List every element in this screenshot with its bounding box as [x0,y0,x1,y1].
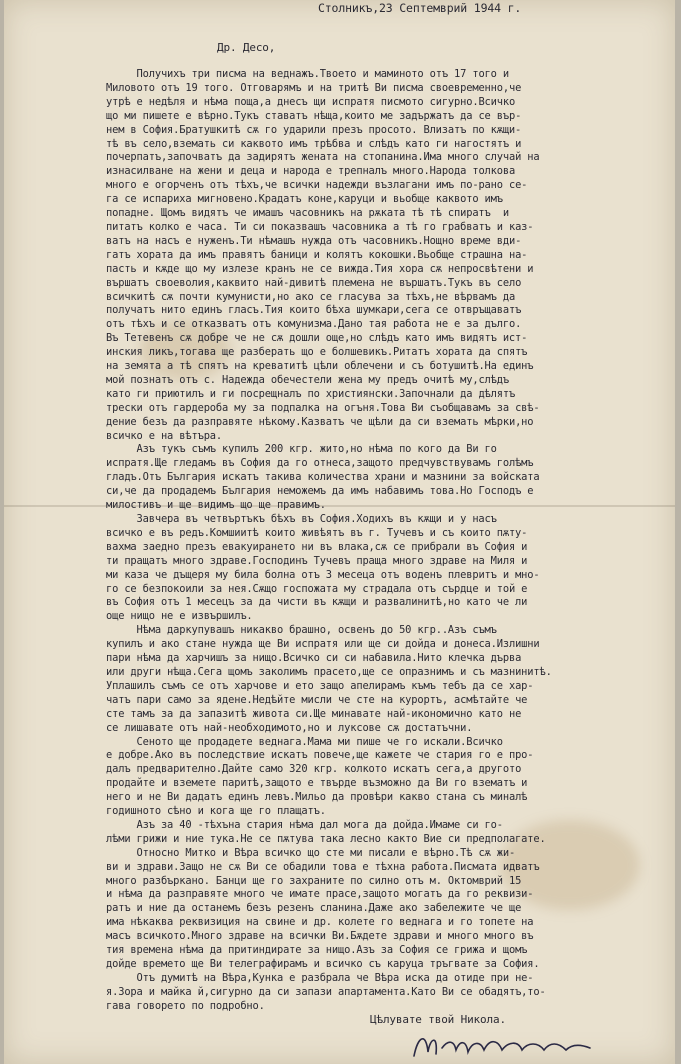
letter-line: на земята а тѣ спятъ на креватитѣ цѣли облечени и съ ботушитѣ.На единъ [106,360,534,373]
letter-line: се лишавате отъ най-необходимото,но и луксове сѫ достатъчни. [106,721,473,734]
letter-line: Уплашилъ съмъ се отъ харчове и ето защо апелирамъ къмъ тебъ да се хар- [106,679,534,692]
letter-line: ватъ на насъ е нуженъ.Ти нѣмашъ нужда отъ часовникъ.Нощно време вди- [106,234,522,247]
letter-line: като ги приютилъ и ги посрещналъ по християнски.Започнали да дѣлятъ [106,387,516,400]
letter-line: Азъ за 40 -тѣхъна стария нѣма дал мога да дойда.Имаме си го- [106,818,503,831]
letter-line: нем в София.Братушкитѣ сѫ го ударили презъ просото. Влизатъ по кѫщи- [106,123,522,136]
letter-line: си,че да продадемъ България неможемъ да имъ набавимъ това.Но Господъ е [106,485,534,498]
letter-line: пасть и кѫде що му излезе кранъ не се вижда.Тия хора сѫ непросвѣтени и [106,262,534,275]
letter-line: има нѣкаква реквизиция на свине и др. колете го веднага и го топете на [106,916,534,929]
letter-line: гава говорето по подробно. [106,999,265,1012]
letter-line: ви и здрави.Защо не сѫ Ви се обадили това е тѣхна работа.Писмата идватъ [106,860,540,873]
letter-line: милостивъ и ще видимъ що ще правимъ. [106,499,326,512]
letter-line: гладъ.Отъ България искатъ такива количества храни и мазнини за войската [106,471,540,484]
letter-line: отъ тѣхъ и се отказватъ отъ комунизма.Дано тая работа не е за дълго. [106,318,522,331]
letter-line: Получихъ три писма на веднажъ.Твоето и маминото отъ 17 того и [106,68,509,80]
letter-line: масъ всичкото.Много здраве на всички Ви.Бѫдете здрави и много много въ [106,930,534,943]
letter-line: Азъ тукъ съмъ купилъ 200 кгр. жито,но нѣма по кого да Ви го [106,443,497,456]
letter-line: купилъ и ако стане нужда ще Ви испратя или ще си дойда и донеса.Излишни [106,638,540,651]
letter-line: годишното сѣно и кога ще го плащатъ. [106,805,326,818]
letter-line: тия времена нѣма да притиндирате за нищо.Азъ за София се грижа и щомъ [106,944,528,957]
letter-line: ти пращатъ много здраве.Господинъ Тучевъ праща много здраве на Миля и [106,554,528,567]
letter-line: дойде времето ще Ви телеграфирамъ и всичко съ каруца тръгвате за София. [106,958,540,970]
letter-date: Столникъ,23 Септемврий 1944 г. [318,1,522,15]
letter-line: всичко е въ редъ.Комшиитѣ които живѣятъ въ г. Тучевъ и съ които пѫту- [106,526,528,539]
letter-line: питатъ колко е часа. Ти си показвашъ часовника а тѣ го грабватъ и каз- [106,220,534,233]
letter-line: въ София отъ 1 месецъ за да чисти въ кѫщи и развалинитѣ,но като че ли [106,596,528,609]
letter-line: него и не Ви дадатъ единъ левъ.Мильо да провѣри какво стана съ миналѣ [106,791,528,804]
letter-line: Отъ думитѣ на Вѣра,Кунка е разбрала че Вѣра иска да отиде при не- [106,971,534,984]
letter-line: почерпатъ,започватъ да задирятъ жената на стопанина.Има много случай на [106,151,540,164]
letter-line: ратъ и ние да останемъ безъ резенъ сланина.Даже ако забележите че ще [106,902,522,915]
letter-line: продайте и вземете паритѣ,защото е твърде възможно да Ви го взематъ и [106,777,528,790]
letter-line: пари нѣма да харчишъ за нищо.Всичко си си набавила.Нито клечка дърва [106,652,522,665]
letter-line: испратя.Ще гледамъ въ София да го отнеса,защото предчувствувамъ голѣмъ [106,457,534,470]
letter-body [106,68,672,1014]
letter-line: всичко е на вѣтъра. [106,429,223,442]
letter-line: дение безъ да разправяте нѣкому.Казватъ че щѣли да си вземать мѣрки,но [106,415,534,428]
letter-line: лѣми грижи и ние тука.Не се пѫтува така лесно както Вие си предполагате. [106,832,546,845]
handwritten-signature [408,1028,598,1062]
letter-line: що ми пишете е вѣрно.Тукъ ставатъ нѣща,които ме задържатъ да се вър- [106,109,522,122]
letter-line: и нѣма да разправяте много че имате прасе,защото могатъ да го реквизи- [106,888,534,901]
letter-line: я.Зора и майка й,сигурно да си запази апартамента.Като Ви се обадятъ,то- [106,985,546,998]
letter-line: изнасилване на жени и деца и народа е трепналъ много.Народа толкова [106,165,516,178]
letter-line: Сеното ще продадете веднага.Мама ми пише че го искали.Всичко [106,735,503,748]
letter-line: Въ Тетевенъ сѫ добре че не сѫ дошли още,но слѣдъ като имъ видятъ ист- [106,332,528,345]
letter-line: е добре.Ако въ последствие искатъ повече,ще кажете че стария го е про- [106,749,534,762]
letter-line: или други нѣща.Сега щомъ заколимъ прасето,ще се опразнимъ и съ мазнинитѣ. [106,665,552,678]
letter-line: чатъ пари само за ядене.Недѣйте мисли че сте на курортъ, асмѣтайте че [106,693,528,706]
letter-line: вахма заедно презъ евакуирането ни въ влака,сѫ се прибрали въ София и [106,540,528,553]
letter-line: га се испариха мигновено.Крадатъ коне,каруци и вьобще каквото имъ [106,193,503,206]
letter-line: Миловото отъ 19 того. Отговарямъ и на тритѣ Ви писма своевременно,че [106,81,522,94]
letter-line: Нѣма даркупувашъ никакво брашно, освенъ до 50 кгр..Азъ съмъ [106,624,497,637]
letter-line: сте тамъ за да запазитѣ живота си.Ще минавате най-икономично като не [106,707,522,720]
letter-line: Завчера въ четвъртъкъ бѣхъ въ София.Ходихъ въ кѫщи и у насъ [106,513,497,525]
letter-line: тѣ въ село,вземать си каквото имъ трѣбва и слѣдъ като ги нагостятъ и [106,137,522,150]
letter-line: всичкитѣ сѫ почти кумунисти,но ако се гласува за тѣхъ,не вѣрвамъ да [106,290,516,303]
letter-line: далъ предварително.Дайте само 320 кгр. колкото искатъ сега,а другото [106,763,522,776]
letter-line: много е огорченъ отъ тѣхъ,че всички надежди възлагани имъ по-рано се- [106,179,528,192]
letter-line: ми каза че дъщеря му била болна отъ 3 месеца отъ воденъ плевритъ и мно- [106,568,540,581]
letter-line: Относно Митко и Вѣра всичко що сте ми писали е вѣрно.Тѣ сѫ жи- [106,846,516,859]
letter-line: трески отъ гардероба му за подпалка на огъня.Това Ви съобщавамъ за свѣ- [106,401,540,414]
letter-line: мой познатъ отъ с. Надежда обечестели жена му предъ очитѣ му,слѣдъ [106,373,509,386]
letter-line: още нищо не е извършилъ. [106,610,253,623]
letter-line: много разбъркано. Банци ще го захраните по силно отъ м. Октомврий 15 [106,874,522,887]
letter-line: вършатъ своеволия,каквито най-дивитѣ племена не вършатъ.Тукъ въ село [106,276,522,289]
letter-closing: Цѣлувате твой Никола. [370,1013,506,1026]
letter-line: гатъ хората да имъ правятъ баници и колятъ кокошки.Вьобще страшна на- [106,248,528,261]
letter-line: утрѣ е недѣля и нѣма поща,а днесъ щи испратя писмото сигурно.Всичко [106,95,516,108]
letter-line: го се безпокоили за нея.Сѫщо госпожата му страдала отъ сърдце и той е [106,582,528,595]
letter-line: инския ликъ,тогава ще разберать що е болшевикъ.Ритатъ хората да спятъ [106,346,528,359]
letter-line: попадне. Щомъ видятъ че имашъ часовникъ на рѫката тѣ тѣ спиратъ и [106,207,509,220]
letter-line: получатъ нито единъ гласъ.Тия които бѣха шумкари,сега се отвръщаватъ [106,304,522,317]
letter-greeting: Др. Десо, [217,41,276,54]
